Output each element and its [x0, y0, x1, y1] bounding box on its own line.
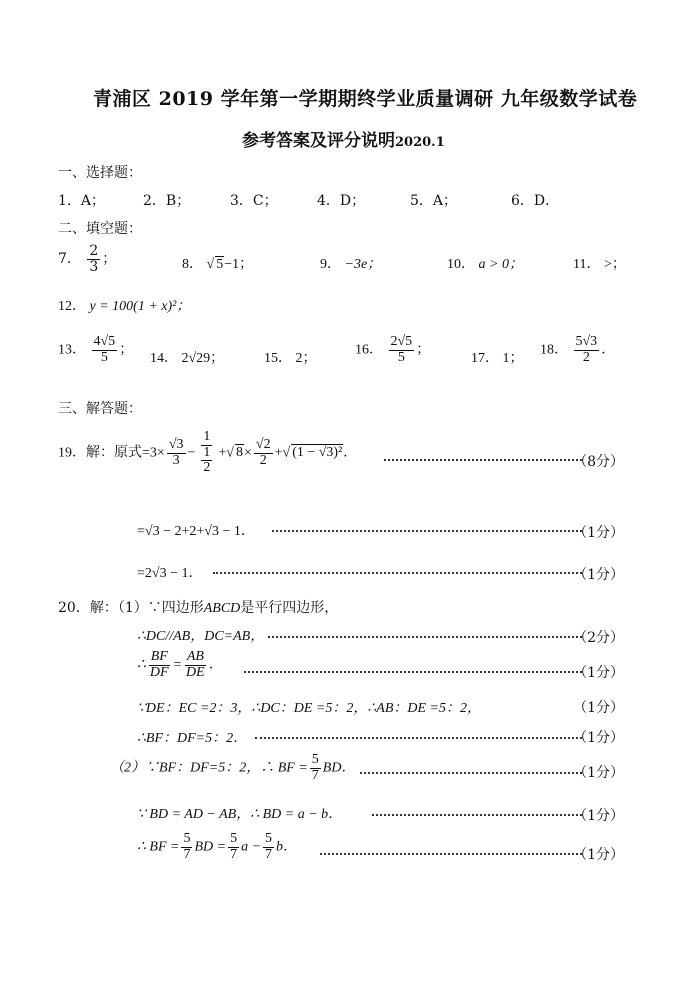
fill-q18: 18． $\frac{5√3}{2}$ ．: [540, 334, 616, 365]
q20-line4: ∵DE：EC =2：3，∴DC：DE =5：2，∴AB：DE =5：2，: [137, 701, 481, 716]
subtitle-date: 2020.1: [395, 135, 445, 150]
fill-q7: 7． $\frac{2}{3}$ ；: [58, 243, 117, 275]
leader-dots: [360, 772, 582, 774]
q19-line1: 19．解：原式=3× $\frac{√3}{3}$ − $\frac{1}{\frac{1}{2}}$ +√ 8× $\frac{√2}{2}$ +√ (1 − √3)²．: [58, 429, 358, 476]
q19-label: 19．解：原式=: [58, 445, 150, 461]
fill-q8: 8． √ 5−1；: [182, 257, 254, 272]
fill-q10: 10． a > 0；: [447, 257, 523, 272]
section-solve: 三、解答题：: [58, 401, 142, 417]
fill-q14: 14． 2√29；: [150, 351, 225, 366]
section-choice: 一、选择题：: [58, 165, 142, 181]
subtitle-text: 参考答案及评分说明: [242, 131, 395, 151]
page-subtitle: [242, 126, 445, 151]
leader-dots: [268, 636, 582, 638]
fill-q13: 13． $\frac{4√5}{5}$ ；: [58, 334, 134, 365]
score: （1分）: [573, 847, 624, 863]
q7-label: 7．: [58, 251, 81, 268]
q20-line1: 20．解：（1）∵四边形ABCD是平行四边形，: [58, 600, 339, 616]
q20-line3: ∴ $\frac{BF}{DF}$ = $\frac{AB}{DE}$ ．: [137, 649, 223, 680]
score: （8分）: [573, 454, 624, 470]
score: （2分）: [573, 630, 624, 646]
leader-dots: [255, 737, 582, 739]
q20-line5: ∴BF：DF=5：2．: [137, 731, 248, 746]
choice-answer: 6．D．: [511, 193, 560, 209]
choice-answer: 2．B；: [143, 193, 191, 209]
score: （1分）: [573, 665, 624, 681]
fill-q12: 12． y = 100(1 + x)²；: [58, 299, 191, 314]
q7-fraction: $\frac{2}{3}$: [89, 243, 99, 275]
leader-dots: [213, 572, 582, 574]
q20-line6: （2）∵BF：DF=5：2，∴ BF = $\frac{5}{7}$ BD．: [110, 752, 356, 783]
q19-line2: =√3 − 2+2+√3 − 1．: [137, 524, 255, 539]
section-fill: 二、填空题：: [58, 221, 142, 237]
choice-answer: 1．A；: [58, 193, 106, 209]
q20-line7: ∵ BD = AD − AB，∴ BD = a − b．: [137, 807, 343, 822]
fill-q16: 16． $\frac{2√5}{5}$ ；: [355, 334, 431, 365]
score: （1分）: [573, 730, 624, 746]
score: （1分）: [573, 765, 624, 781]
q16-fraction: $\frac{2√5}{5}$: [390, 334, 413, 365]
leader-dots: [244, 671, 582, 673]
fill-q11: 11． >；: [573, 257, 626, 272]
score: （1分）: [573, 700, 624, 716]
q20-line8: ∴ BF = $\frac{5}{7}$ BD = $\frac{5}{7}$ a − $\frac{5}{7}$ b．: [137, 831, 298, 862]
fill-q17: 17． 1；: [471, 351, 524, 366]
fill-q9: 9． −3e；: [320, 257, 382, 272]
fill-q15: 15． 2；: [264, 351, 317, 366]
leader-dots: [372, 814, 582, 816]
choice-answer: 4．D；: [317, 193, 366, 209]
score: （1分）: [573, 567, 624, 583]
score: （1分）: [573, 808, 624, 824]
choice-answer: 5．A；: [410, 193, 458, 209]
score: （1分）: [573, 525, 624, 541]
leader-dots: [272, 530, 582, 532]
q19-line3: =2√3 − 1．: [137, 566, 203, 581]
q18-fraction: $\frac{5√3}{2}$: [575, 334, 598, 365]
q20-line2: ∴DC//AB，DC=AB，: [137, 629, 265, 644]
leader-dots: [320, 853, 582, 855]
q13-fraction: $\frac{4√5}{5}$: [93, 334, 116, 365]
leader-dots: [384, 459, 582, 461]
choice-answer: 3．C；: [230, 193, 278, 209]
page-title: 青浦区 2019 学年第一学期期终学业质量调研 九年级数学试卷: [93, 88, 638, 110]
